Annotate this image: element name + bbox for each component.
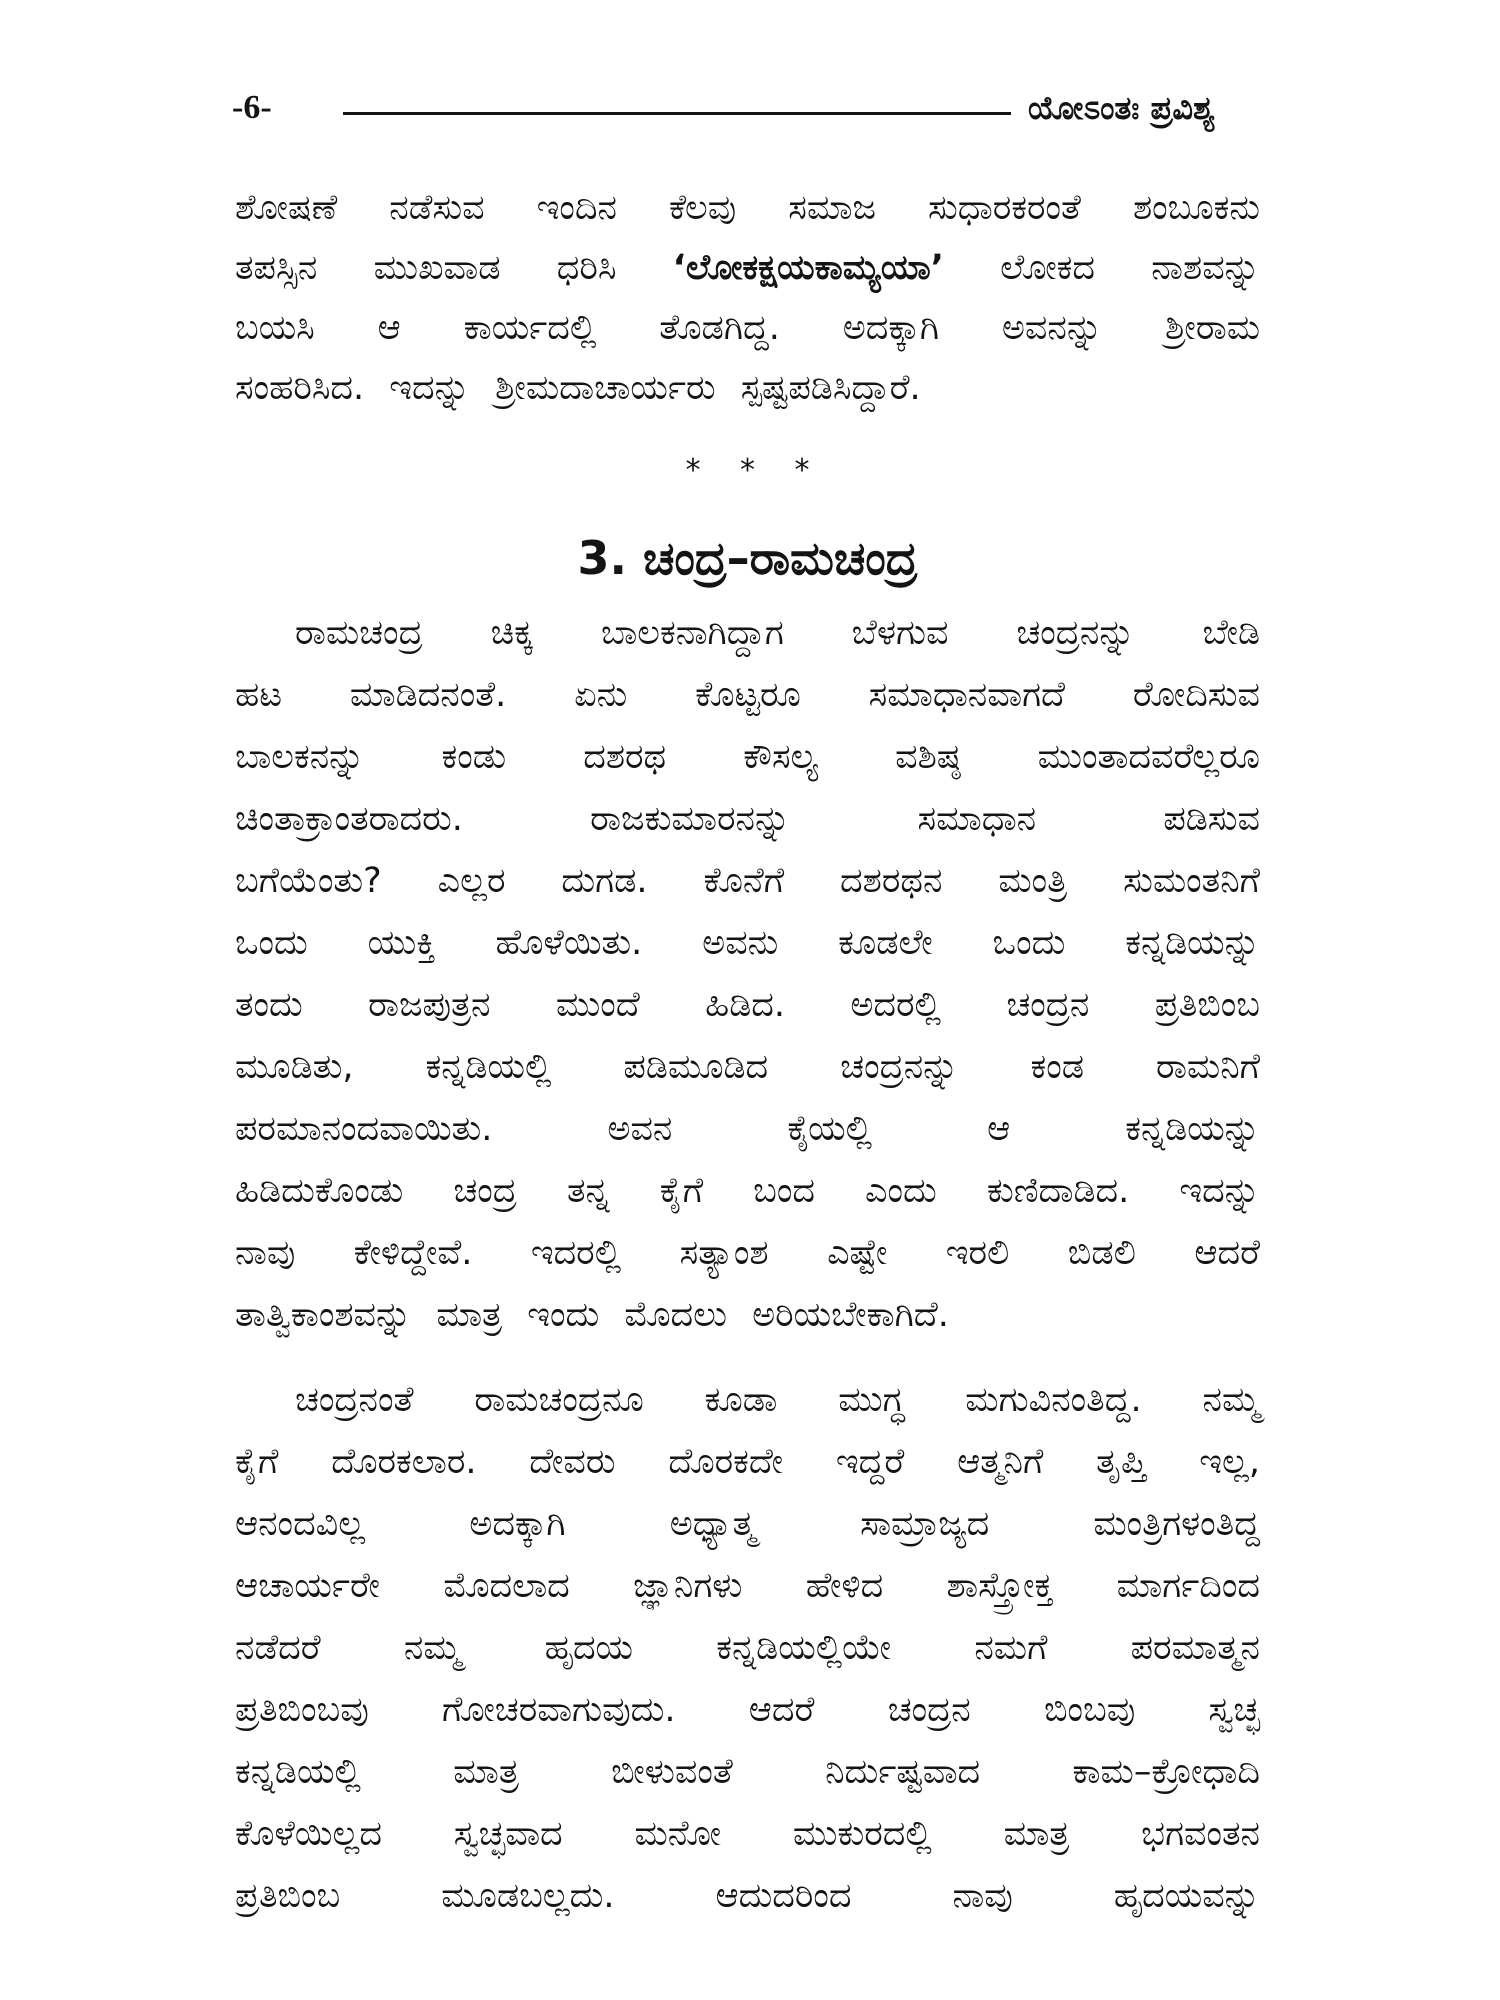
text-line: ಕನ್ನಡಿಯಲ್ಲಿ ಮಾತ್ರ ಬೀಳುವಂತೆ ನಿರ್ದುಷ್ಟವಾದ ಕಾಮ–ಕ್ರೋಧಾದಿ bbox=[235, 1752, 1260, 1792]
text-line: ಚಿಂತಾಕ್ರಾಂತರಾದರು. ರಾಜಕುಮಾರನನ್ನು ಸಮಾಧಾನ ಪಡಿಸುವ bbox=[235, 799, 1260, 839]
text-line: ಬಗೆಯೆಂತು? ಎಲ್ಲರ ದುಗಡ. ಕೊನೆಗೆ ದಶರಥನ ಮಂತ್ರಿ ಸುಮಂತನಿಗೆ bbox=[235, 861, 1260, 901]
paragraph bbox=[235, 602, 1260, 1346]
text-segment: ತಪಸ್ಸಿನ ಮುಖವಾಡ ಧರಿಸಿ bbox=[235, 248, 617, 288]
text-line: ಹಟ ಮಾಡಿದನಂತೆ. ಏನು ಕೊಟ್ಟರೂ ಸಮಾಧಾನವಾಗದೆ ರೋದಿಸುವ bbox=[235, 675, 1260, 715]
text-line: ಮೂಡಿತು, ಕನ್ನಡಿಯಲ್ಲಿ ಪಡಿಮೂಡಿದ ಚಂದ್ರನನ್ನು ಕಂಡ ರಾಮನಿಗೆ bbox=[235, 1047, 1260, 1087]
text-line: ಚಂದ್ರನಂತೆ ರಾಮಚಂದ್ರನೂ ಕೂಡಾ ಮುಗ್ಧ ಮಗುವಿನಂತಿದ್ದ. ನಮ್ಮ bbox=[295, 1380, 1260, 1420]
text-line: ಆನಂದವಿಲ್ಲ ಅದಕ್ಕಾಗಿ ಅಧ್ಯಾತ್ಮ ಸಾಮ್ರಾಜ್ಯದ ಮಂತ್ರಿಗಳಂತಿದ್ದ bbox=[235, 1504, 1260, 1544]
section-heading: 3. ಚಂದ್ರ–ರಾಮಚಂದ್ರ bbox=[577, 531, 918, 585]
text-line: ಸಂಹರಿಸಿದ. ಇದನ್ನು ಶ್ರೀಮದಾಚಾರ್ಯರು ಸ್ಪಷ್ಟಪಡಿಸಿದ್ದಾರೆ. bbox=[235, 368, 921, 408]
text-line: ಪ್ರತಿಬಿಂಬ ಮೂಡಬಲ್ಲದು. ಆದುದರಿಂದ ನಾವು ಹೃದಯವನ್ನು bbox=[235, 1876, 1260, 1916]
text-segment: ಲೋಕದ ನಾಶವನ್ನು bbox=[1000, 248, 1260, 288]
page-number: -6- bbox=[232, 89, 272, 126]
text-line: ನಾವು ಕೇಳಿದ್ದೇವೆ. ಇದರಲ್ಲಿ ಸತ್ಯಾಂಶ ಎಷ್ಟೇ ಇರಲಿ ಬಿಡಲಿ ಆದರೆ bbox=[235, 1233, 1260, 1273]
running-title: ಯೋಽಂತಃ ಪ್ರವಿಶ್ಯ bbox=[1028, 89, 1215, 127]
text-line: ಶೋಷಣೆ ನಡೆಸುವ ಇಂದಿನ ಕೆಲವು ಸಮಾಜ ಸುಧಾರಕರಂತೆ ಶಂಬೂಕನು bbox=[235, 188, 1260, 228]
text-line: ಬಯಸಿ ಆ ಕಾರ್ಯದಲ್ಲಿ ತೊಡಗಿದ್ದ. ಅದಕ್ಕಾಗಿ ಅವನನ್ನು ಶ್ರೀರಾಮ bbox=[235, 308, 1260, 348]
emphasized-term: ‘ಲೋಕಕ್ಷಯಕಾಮ್ಯಯಾ’ bbox=[672, 248, 944, 288]
page-body bbox=[235, 178, 1260, 1927]
header-rule bbox=[343, 112, 1011, 115]
text-line: ಬಾಲಕನನ್ನು ಕಂಡು ದಶರಥ ಕೌಸಲ್ಯ ವಶಿಷ್ಠ ಮುಂತಾದವರೆಲ್ಲರೂ bbox=[235, 737, 1260, 777]
text-line: ರಾಮಚಂದ್ರ ಚಿಕ್ಕ ಬಾಲಕನಾಗಿದ್ದಾಗ ಬೆಳಗುವ ಚಂದ್ರನನ್ನು ಬೇಡಿ bbox=[295, 613, 1260, 653]
intro-paragraph bbox=[235, 178, 1260, 418]
text-line: ನಡೆದರೆ ನಮ್ಮ ಹೃದಯ ಕನ್ನಡಿಯಲ್ಲಿಯೇ ನಮಗೆ ಪರಮಾತ್ಮನ bbox=[235, 1628, 1260, 1668]
text-line: ಪರಮಾನಂದವಾಯಿತು. ಅವನ ಕೈಯಲ್ಲಿ ಆ ಕನ್ನಡಿಯನ್ನು bbox=[235, 1109, 1260, 1149]
section-separator: * * * bbox=[685, 453, 810, 488]
text-line: ಪ್ರತಿಬಿಂಬವು ಗೋಚರವಾಗುವುದು. ಆದರೆ ಚಂದ್ರನ ಬಿಂಬವು ಸ್ವಚ್ಛ bbox=[235, 1690, 1260, 1730]
text-line: ಹಿಡಿದುಕೊಂಡು ಚಂದ್ರ ತನ್ನ ಕೈಗೆ ಬಂದ ಎಂದು ಕುಣಿದಾಡಿದ. ಇದನ್ನು bbox=[235, 1171, 1260, 1211]
paragraph bbox=[235, 1369, 1260, 1927]
text-line: ಕೊಳೆಯಿಲ್ಲದ ಸ್ವಚ್ಛವಾದ ಮನೋ ಮುಕುರದಲ್ಲಿ ಮಾತ್ರ ಭಗವಂತನ bbox=[235, 1814, 1260, 1854]
text-line bbox=[235, 238, 1260, 298]
text-line: ಒಂದು ಯುಕ್ತಿ ಹೊಳೆಯಿತು. ಅವನು ಕೂಡಲೇ ಒಂದು ಕನ್ನಡಿಯನ್ನು bbox=[235, 923, 1260, 963]
text-line: ತಂದು ರಾಜಪುತ್ರನ ಮುಂದೆ ಹಿಡಿದ. ಅದರಲ್ಲಿ ಚಂದ್ರನ ಪ್ರತಿಬಿಂಬ bbox=[235, 985, 1260, 1025]
text-line: ತಾತ್ವಿಕಾಂಶವನ್ನು ಮಾತ್ರ ಇಂದು ಮೊದಲು ಅರಿಯಬೇಕಾಗಿದೆ. bbox=[235, 1295, 949, 1335]
text-line: ಕೈಗೆ ದೊರಕಲಾರ. ದೇವರು ದೊರಕದೇ ಇದ್ದರೆ ಆತ್ಮನಿಗೆ ತೃಪ್ತಿ ಇಲ್ಲ, bbox=[235, 1442, 1260, 1482]
text-line: ಆಚಾರ್ಯರೇ ಮೊದಲಾದ ಜ್ಞಾನಿಗಳು ಹೇಳಿದ ಶಾಸ್ತ್ರೋಕ್ತ ಮಾರ್ಗದಿಂದ bbox=[235, 1566, 1260, 1606]
